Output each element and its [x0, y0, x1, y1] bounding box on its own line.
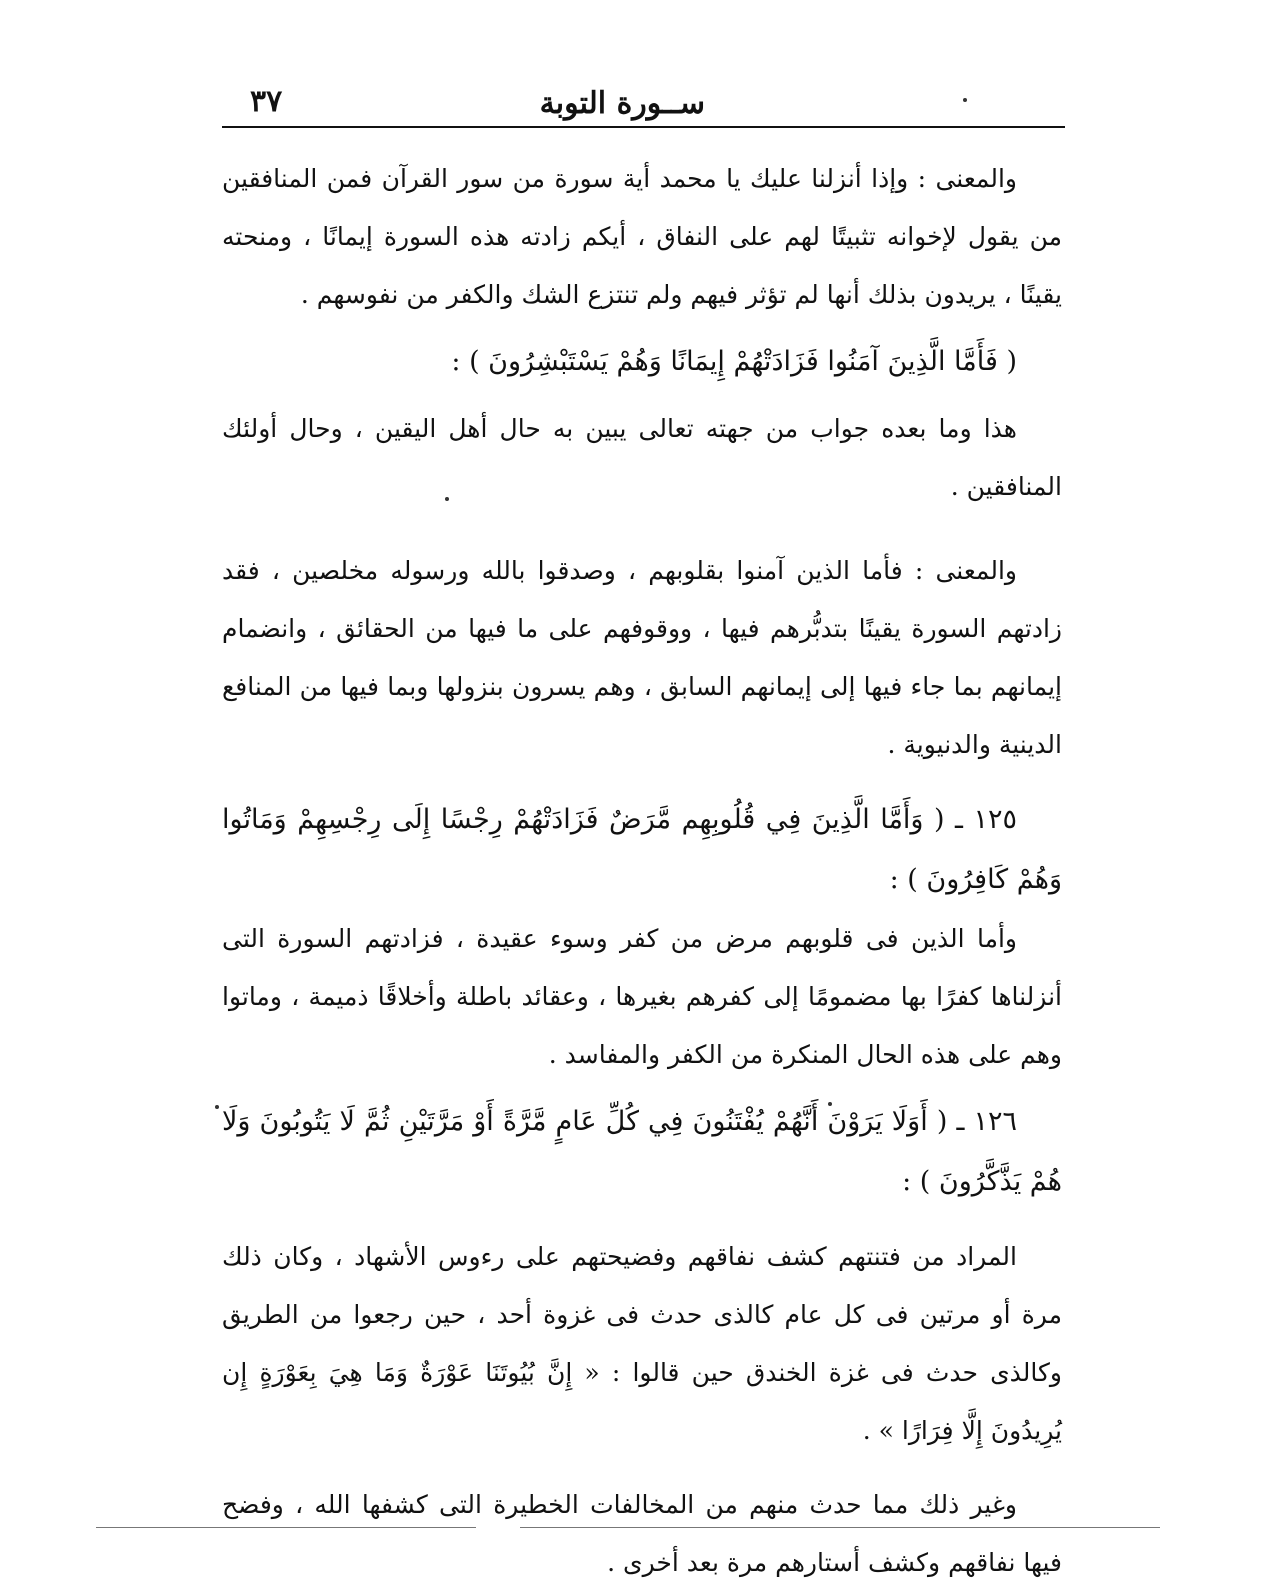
- paragraph-meaning-2: [222, 542, 1062, 774]
- paragraph-text: هذا وما بعده جواب من جهته تعالى يبين به حال أهل اليقين ، وحال أولئك المنافقين .: [222, 414, 1062, 501]
- paragraph-text: والمعنى : وإذا أنزلنا عليك يا محمد أية سورة من سور القرآن فمن المنافقين من يقول لإخوانه تثبيتًا لهم على النفاق ، أيكم زادته هذه السورة إيمانًا ، ومنحته يقينًا ، يريدون بذلك أنها لم تؤثر فيهم ولم تنتزع الشك والكفر من نفوسهم .: [222, 164, 1062, 309]
- verse-text: ( وَأَمَّا الَّذِينَ فِي قُلُوبِهِم مَّرَضٌ فَزَادَتْهُمْ رِجْسًا إِلَى رِجْسِهِمْ وَمَاتُوا وَهُمْ كَافِرُونَ ) :: [222, 804, 1062, 895]
- paragraph-closing: [222, 1476, 1062, 1592]
- paragraph-verse-125-meaning: [222, 910, 1062, 1084]
- scan-speck: [963, 98, 967, 102]
- paragraph-meaning-1: [222, 150, 1062, 324]
- footer-rule: [520, 1527, 1160, 1528]
- paragraph-text: والمعنى : فأما الذين آمنوا بقلوبهم ، وصدقوا بالله ورسوله مخلصين ، فقد زادتهم السورة يقينًا بتدبُّرهم فيها ، ووقوفهم على ما فيها من الحقائق ، وانضمام إيمانهم بما جاء فيها إلى إيمانهم السابق ، وهم يسرون بنزولها وبما فيها من المنافع الدينية والدنيوية .: [222, 556, 1062, 759]
- paragraph-text: المراد من فتنتهم كشف نفاقهم وفضيحتهم على رءوس الأشهاد ، وكان ذلك مرة أو مرتين فى كل عام كالذى حدث فى غزوة أحد ، حين رجعوا من الطريق وكالذى حدث فى غزة الخندق حين قالوا : « إِنَّ بُيُوتَنَا عَوْرَةٌ وَمَا هِيَ بِعَوْرَةٍ إِن يُرِيدُونَ إِلَّا فِرَارًا » .: [222, 1242, 1062, 1445]
- page-header: [222, 80, 1065, 126]
- verse-125: [222, 790, 1062, 910]
- paragraph-text: وأما الذين فى قلوبهم مرض من كفر وسوء عقيدة ، فزادتهم السورة التى أنزلناها كفرًا بها مضمومًا إلى كفرهم بغيرها ، وعقائد باطلة وأخلاقًا ذميمة ، وماتوا وهم على هذه الحال المنكرة من الكفر والمفاسد .: [222, 924, 1062, 1069]
- header-rule: [222, 126, 1065, 128]
- footer-rule: [96, 1527, 476, 1528]
- scan-speck: [215, 1105, 219, 1109]
- paragraph-verse-126-meaning: [222, 1228, 1062, 1460]
- verse-number: ١٢٥ ـ: [955, 804, 1017, 835]
- verse-text: ( فَأَمَّا الَّذِينَ آمَنُوا فَزَادَتْهُمْ إِيمَانًا وَهُمْ يَسْتَبْشِرُونَ ) :: [451, 346, 1017, 377]
- scan-speck: [828, 1102, 832, 1106]
- scan-speck: [445, 497, 449, 501]
- verse-quote-124: [222, 332, 1062, 392]
- verse-126: [222, 1092, 1062, 1212]
- paragraph-explanation: [222, 400, 1062, 516]
- verse-text: ( أَوَلَا يَرَوْنَ أَنَّهُمْ يُفْتَنُونَ فِي كُلِّ عَامٍ مَّرَّةً أَوْ مَرَّتَيْنِ ثُمَّ لَا يَتُوبُونَ وَلَا هُمْ يَذَّكَّرُونَ ) :: [222, 1106, 1062, 1197]
- page-number: ٣٧: [250, 84, 283, 119]
- surah-title: ســورة التوبة: [539, 86, 705, 121]
- paragraph-text: وغير ذلك مما حدث منهم من المخالفات الخطيرة التى كشفها الله ، وفضح فيها نفاقهم وكشف أستارهم مرة بعد أخرى .: [222, 1490, 1062, 1577]
- verse-number: ١٢٦ ـ: [956, 1106, 1017, 1137]
- page-body: [222, 150, 1062, 1592]
